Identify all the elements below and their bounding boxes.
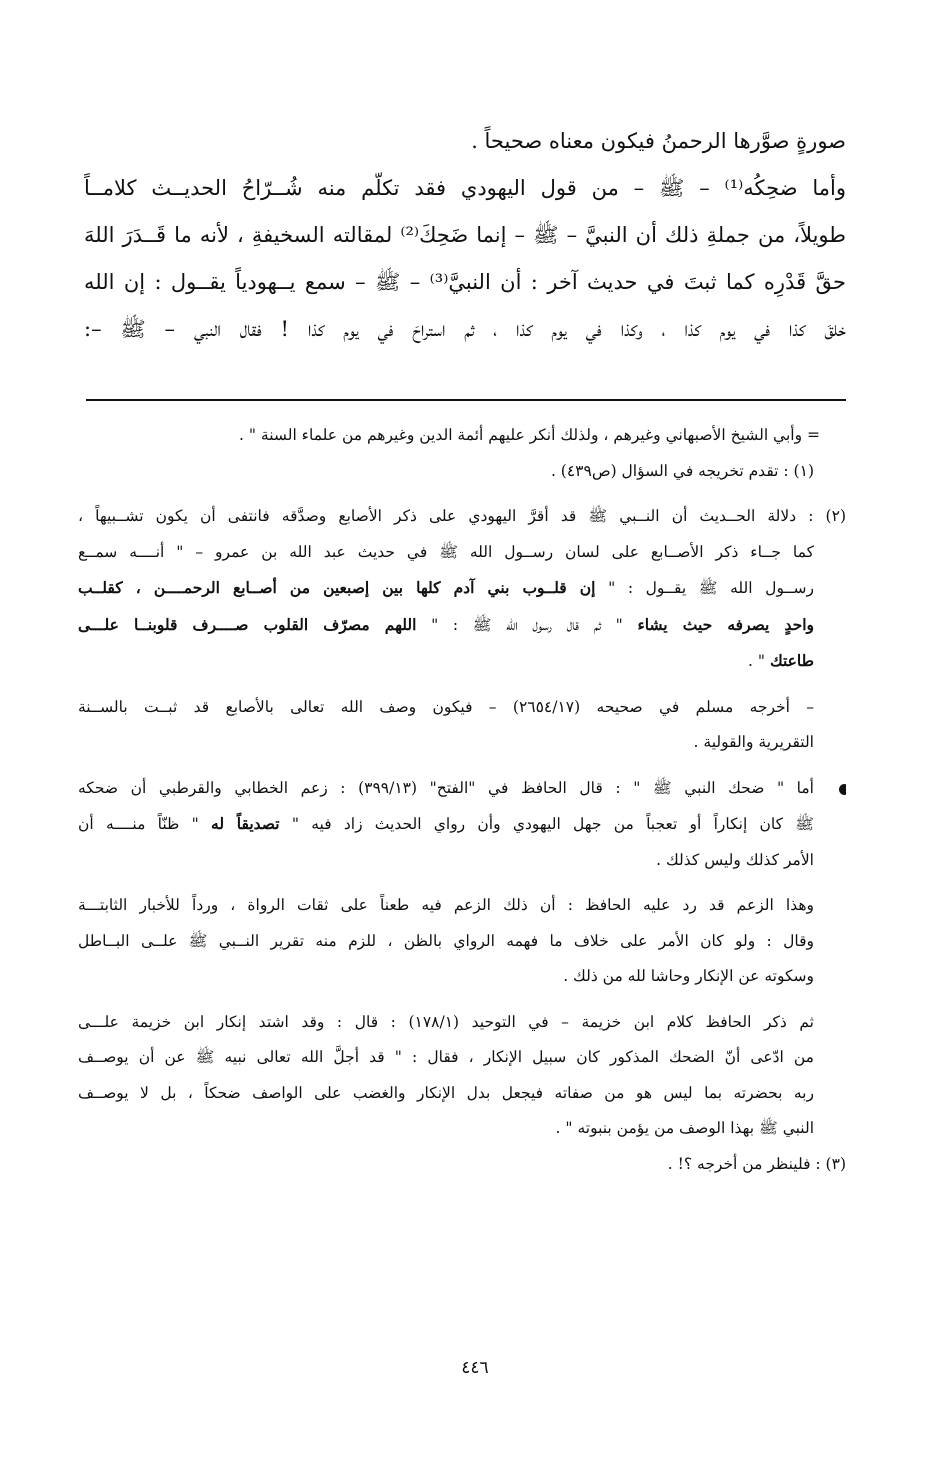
main-text xyxy=(84,118,846,353)
ibn-khuzayma-line: ربه بحضرته بما ليس هو من صفاته فيجعل بدل الإنكار والغضب على الواصف ضحكاً ، بل لا يوصــف xyxy=(78,1083,814,1102)
footnote-2-line: (٢) : دلالة الحــديث أن النــبي ﷺ قد أقرَّ اليهودي على ذكر الأصابع وصدَّقه فانتفى أن يكون تشــبيهاً ، xyxy=(78,507,846,525)
footnotes xyxy=(78,418,846,1182)
bullet-paragraph-line: الأمر كذلك وليس كذلك . xyxy=(656,850,814,869)
footnote-3: (٣) : فلينظر من أخرجه ؟! . xyxy=(667,1154,846,1173)
footnote-1: (١) : تقدم تخريجه في السؤال (ص٤٣٩) . xyxy=(550,461,814,480)
ibn-khuzayma-line: النبي ﷺ بهذا الوصف من يؤمن بنبوته " . xyxy=(555,1119,814,1137)
ibn-khuzayma-line: من ادّعى أنّ الضحك المذكور كان سبيل الإنكار ، فقال : " قد أجلَّ الله تعالى نبيه ﷺ عن أن يوصــف xyxy=(78,1048,814,1066)
footnote-2-line xyxy=(78,607,846,644)
hadith-text-bold: واحدٍ يصرفه حيث يشاء xyxy=(637,614,815,634)
main-text-line: طويلاً، من جملةِ ذلك أن النبيَّ – ﷺ – إنما ضَحِكَ⁽²⁾ لمقالته السخيفةِ ، لأنه ما قَــدَرَ اللهَ xyxy=(84,223,846,247)
ibn-khuzayma-line: ثم ذكر الحافظ كلام ابن خزيمة – في التوحيد (١٧٨/١) : قال : وقد اشتد إنكار ابن خزيمة علـــى xyxy=(78,1012,814,1031)
dua-text-bold: طاعتك xyxy=(769,651,814,670)
bullet-paragraph-line: ﷺ كان إنكاراً أو تعجباً من جهل اليهودي وأن رواي الحديث زاد فيه " تصديقاً له " ظنّاً منــــه أن xyxy=(78,814,814,833)
bullet-paragraph-line: أما " ضحك النبي ﷺ " : قال الحافظ في "الفتح" (٣٩٩/١٣) : زعم الخطابي والقرطبي أن ضحكه xyxy=(78,771,846,807)
rebuttal-line: وقال : ولو كان الأمر على خلاف ما فهمه الرواي بالظن ، للزم منه تقرير النــبي ﷺ علــى البــاطل xyxy=(78,931,814,950)
footnote-separator xyxy=(86,399,846,401)
footnote-2-text: رســول الله ﷺ يقــول : " xyxy=(595,579,815,597)
footnote-2-line: كما جــاء ذكر الأصــابع على لسان رســول الله ﷺ في حديث عبد الله بن عمرو – " أنــــه سمــع xyxy=(78,542,814,561)
dua-text-bold: اللهم مصرّف القلوب صــــرف قلوبنــا علـــى xyxy=(78,614,417,634)
footnote-2-line xyxy=(78,643,846,680)
muslim-reference-line: التقريرية والقولية . xyxy=(693,733,814,751)
rebuttal-line: وسكوته عن الإنكار وحاشا لله من ذلك . xyxy=(563,967,814,985)
footnote-2-text: " . xyxy=(748,652,770,670)
rebuttal-line: وهذا الزعم قد رد عليه الحافظ : أن ذلك الزعم فيه طعناً على ثقات الرواة ، ورداً للأخبار الثابتـــة xyxy=(78,896,814,914)
muslim-reference-line: – أخرجه مسلم في صحيحه (٢٦٥٤/١٧) – فيكون وصف الله تعالى بالأصابع قد ثبــت بالســنة xyxy=(78,697,814,716)
bold-phrase: تصديقاً له xyxy=(211,814,280,833)
main-text-line: خلقَ كذا في يوم كذا ، وكذا في يوم كذا ، ثم استراحَ في يوم كذا ! فقال النبي – ﷺ –: xyxy=(84,317,846,341)
hadith-text-bold: إن قلــوب بني آدم كلها بين إصبعين من أصــابع الرحمــــن ، كقلــب xyxy=(78,578,596,597)
main-text-line: صورةٍ صوَّرها الرحمنُ فيكون معناه صحيحاً . xyxy=(471,129,846,153)
main-text-line: وأما ضحِكُه⁽¹⁾ – ﷺ – من قول اليهودي فقد تكلّم منه شُــرّاحُ الحديــث كلامــاً xyxy=(84,176,846,200)
footnote-2-line xyxy=(78,570,846,607)
footnote-2-text: " ثم قال رسول الله ﷺ : " xyxy=(416,615,638,634)
page-number: ٤٤٦ xyxy=(461,1358,489,1378)
footnote-continuation: = وأبي الشيخ الأصبهاني وغيرهم ، ولذلك أنكر عليهم أئمة الدين وغيرهم من علماء السنة " . xyxy=(239,426,820,444)
main-text-line: حقَّ قَدْرِه كما ثبتَ في حديث آخر : أن النبيَّ⁽³⁾ – ﷺ – سمع يــهودياً يقــول : إن الله xyxy=(84,270,846,294)
bullet-icon xyxy=(839,784,846,795)
